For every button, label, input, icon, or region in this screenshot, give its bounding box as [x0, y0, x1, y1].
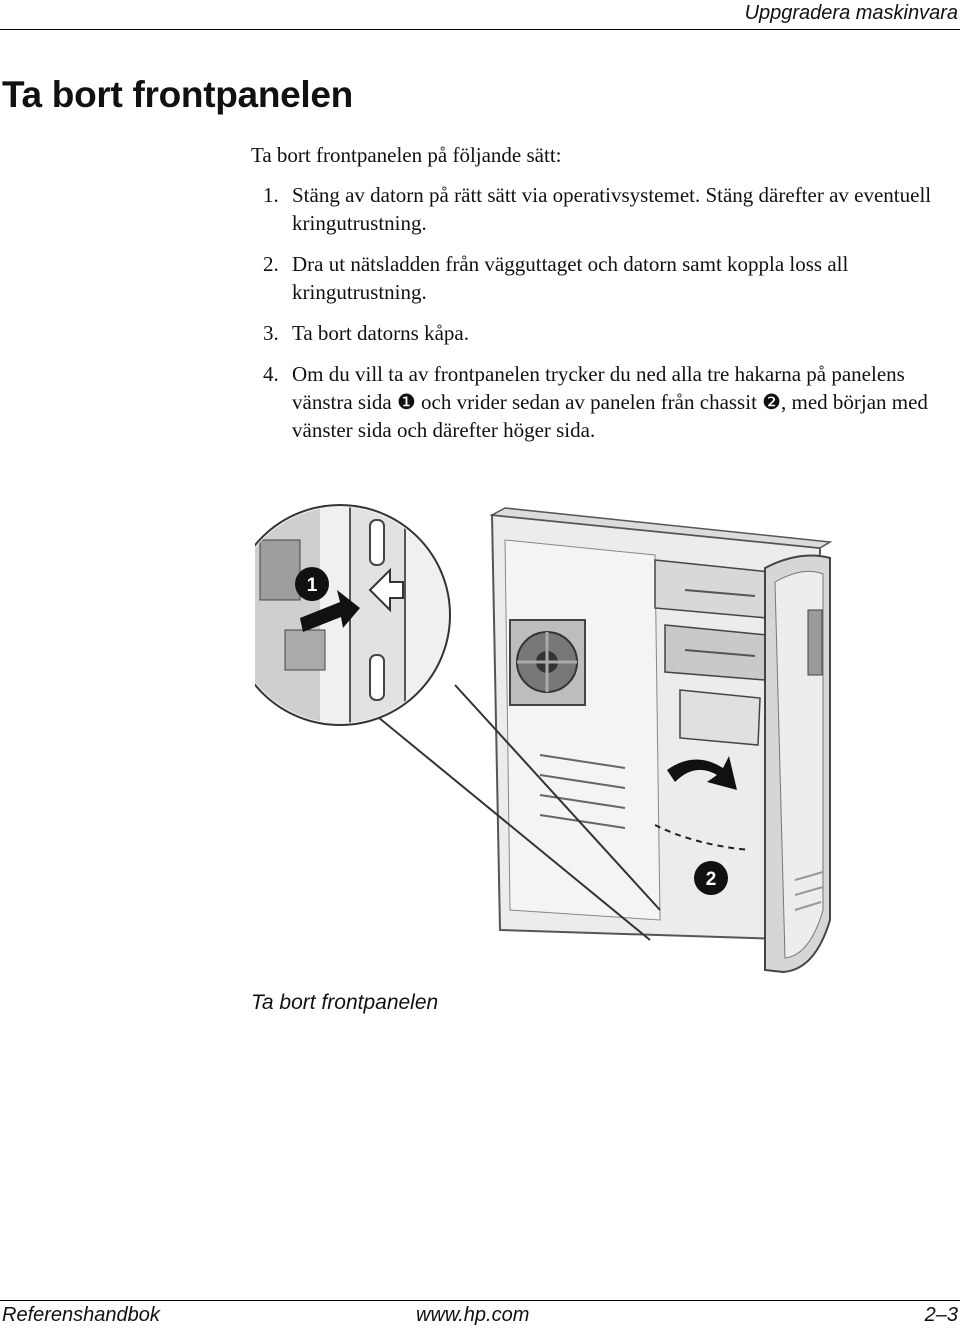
callout-1-label: 1	[306, 575, 318, 596]
footer-book-title: Referenshandbok	[2, 1304, 160, 1326]
step-text: Ta bort datorns kåpa.	[292, 321, 469, 345]
front-bezel	[765, 556, 830, 972]
page-title: Ta bort frontpanelen	[2, 74, 353, 115]
running-header: Uppgradera maskinvara	[744, 2, 958, 24]
header-rule	[0, 29, 960, 30]
step-list	[251, 181, 957, 457]
fan-icon	[510, 620, 585, 705]
step-item	[251, 181, 957, 237]
step-number: 1.	[263, 183, 279, 207]
callout-2-label: 2	[705, 869, 717, 890]
step-item	[251, 250, 957, 306]
footer-rule	[0, 1300, 960, 1301]
step-item	[251, 319, 957, 347]
callout-1	[295, 567, 329, 601]
step-text: Om du vill ta av frontpanelen trycker du ned alla tre hakarna på panelens vänstra sida ❶ och vrider sedan av panelen från chassit ❷, med början med vänster sida och därefter höger sida.	[292, 362, 928, 442]
footer-page-number: 2–3	[924, 1304, 958, 1326]
step-text: Stäng av datorn på rätt sätt via operativsystemet. Stäng därefter av eventuell kringutrustning.	[292, 183, 932, 235]
front-panel-removal-illustration	[255, 500, 960, 980]
step-number: 2.	[263, 252, 279, 276]
footer-url: www.hp.com	[416, 1304, 530, 1326]
step-text: Dra ut nätsladden från vägguttaget och datorn samt koppla loss all kringutrustning.	[292, 252, 849, 304]
step-item	[251, 360, 957, 444]
step-number: 3.	[263, 321, 279, 345]
intro-text: Ta bort frontpanelen på följande sätt:	[251, 143, 562, 167]
callout-2	[694, 861, 728, 895]
figure-caption: Ta bort frontpanelen	[251, 991, 439, 1014]
step-number: 4.	[263, 362, 279, 386]
